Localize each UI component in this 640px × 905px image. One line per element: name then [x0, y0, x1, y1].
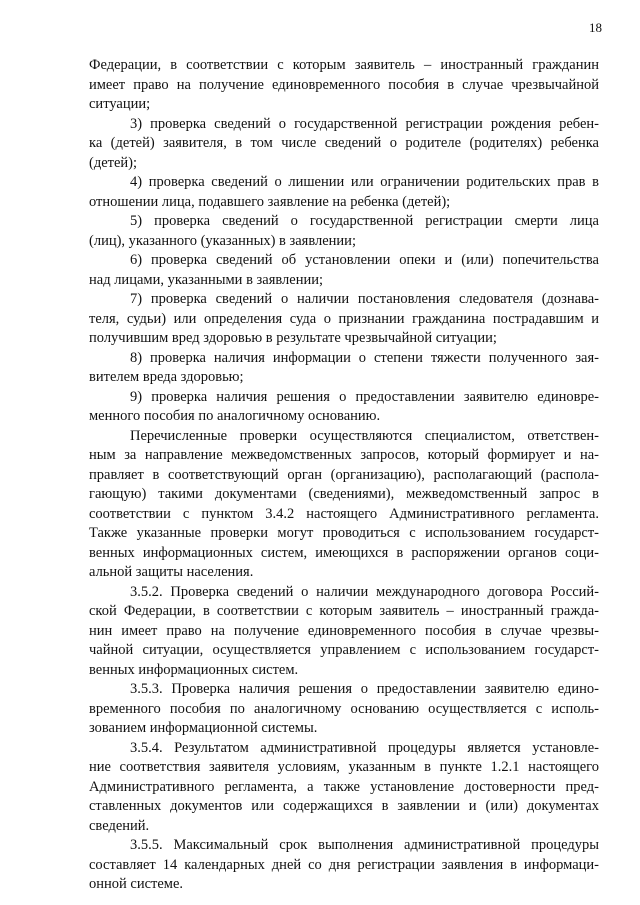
paragraph [89, 212, 599, 251]
paragraph [89, 739, 599, 837]
paragraph [89, 427, 599, 583]
text-line: ным за направление межведомственных запросов, который формирует и на- [89, 447, 599, 463]
paragraph [89, 836, 599, 895]
text-line: 5) проверка сведений о государственной регистрации смерти лица [130, 213, 599, 229]
text-line: ставленных документов или содержащихся в заявлении и (или) документах [89, 798, 599, 814]
text-line: 8) проверка наличия информации о степени тяжести полученного зая- [130, 349, 599, 366]
text-line: получившим вред здоровью в результате чрезвычайной ситуации; [89, 330, 497, 346]
text-line: 6) проверка сведений об установлении опеки и (или) попечительства [130, 252, 599, 268]
text-line: венных информационных систем. [89, 661, 299, 678]
paragraph [89, 583, 599, 681]
paragraph [89, 115, 599, 174]
text-line: (детей); [89, 154, 138, 171]
paragraph [89, 290, 599, 349]
paragraph [89, 173, 599, 212]
text-line: гающую) такими документами (сведениями), межведомственный запрос в [89, 486, 599, 502]
text-line: составляет 14 календарных дней со дня регистрации заявления в информаци- [89, 856, 599, 873]
document-body [89, 56, 599, 895]
text-line: Административного регламента, а также установление достоверности пред- [89, 778, 599, 795]
paragraph [89, 349, 599, 388]
text-line: ние соответствия заявителя условиям, указанным в пункте 1.2.1 настоящего [89, 759, 599, 775]
text-line: правляет в соответствующий орган (организацию), располагающий (распола- [89, 466, 599, 483]
text-line: 3.5.3. Проверка наличия решения о предоставлении заявителю едино- [130, 681, 599, 697]
text-line: имеет право на получение единовременного пособия в случае чрезвычайной [89, 76, 599, 93]
text-line: 3.5.5. Максимальный срок выполнения административной процедуры [130, 837, 599, 853]
text-line: 7) проверка сведений о наличии постановления следователя (дознава- [130, 291, 599, 307]
paragraph [89, 56, 599, 115]
text-line: венных информационных систем, имеющихся в распоряжении органов соци- [89, 544, 599, 561]
text-line: 3.5.2. Проверка сведений о наличии международного договора Россий- [130, 583, 599, 600]
text-line: 3.5.4. Результатом административной процедуры является установле- [130, 739, 599, 756]
text-line: вителем вреда здоровью; [89, 369, 244, 385]
text-line: онной системе. [89, 876, 184, 892]
text-line: (лиц), указанного (указанных) в заявлении; [89, 232, 356, 249]
text-line: ской Федерации, в соответствии с которым заявитель – иностранный гражда- [89, 603, 599, 619]
text-line: 4) проверка сведений о лишении или ограничении родительских прав в [130, 174, 599, 190]
text-line: Федерации, в соответствии с которым заявитель – иностранный гражданин [89, 57, 599, 73]
text-line: Также указанные проверки могут проводиться с использованием государст- [89, 525, 599, 541]
text-line: зованием информационной системы. [89, 720, 318, 736]
text-line: ситуации; [89, 96, 151, 112]
text-line: менного пособия по аналогичному основанию. [89, 408, 381, 424]
text-line: теля, судьи) или определения суда о признании гражданина пострадавшим и [89, 310, 599, 327]
text-line: нин имеет право на получение единовременного пособия в случае чрезвы- [89, 622, 599, 639]
text-line: ка (детей) заявителя, в том числе сведений о родителе (родителях) ребенка [89, 135, 599, 151]
page-number: 18 [589, 20, 602, 35]
text-line: 9) проверка наличия решения о предоставлении заявителю единовре- [130, 388, 599, 405]
paragraph [89, 251, 599, 290]
text-line: соответствии с пунктом 3.4.2 настоящего Административного регламента. [89, 505, 599, 522]
text-line: альной защиты населения. [89, 564, 254, 580]
text-line: над лицами, указанными в заявлении; [89, 271, 324, 288]
text-line: Перечисленные проверки осуществляются специалистом, ответствен- [130, 427, 599, 444]
paragraph [89, 680, 599, 739]
text-line: сведений. [89, 817, 150, 834]
text-line: временного пособия по аналогичному основанию осуществляется с исполь- [89, 700, 599, 717]
paragraph [89, 388, 599, 427]
text-line: чайной ситуации, осуществляется управлением с использованием государст- [89, 642, 599, 658]
text-line: отношении лица, подавшего заявление на ребенка (детей); [89, 193, 451, 210]
text-line: 3) проверка сведений о государственной регистрации рождения ребен- [130, 115, 599, 132]
